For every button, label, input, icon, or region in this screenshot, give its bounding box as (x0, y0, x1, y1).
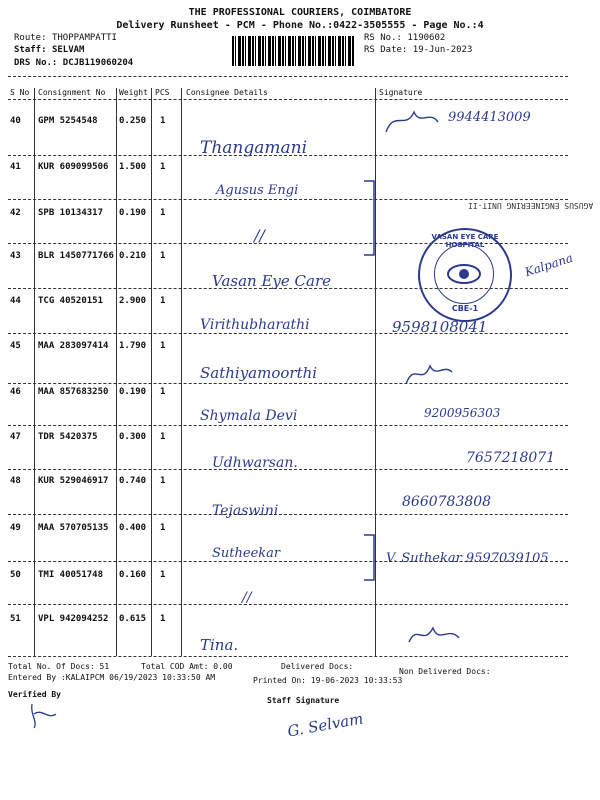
row-sno: 47 (10, 432, 21, 442)
rs-no-label: RS No.: (364, 33, 402, 43)
side-stamp-text: AGUSUS ENGINEERING UNIT-II (468, 201, 594, 210)
drs-line (14, 58, 133, 68)
row-weight: 0.615 (119, 614, 147, 624)
eye-icon (435, 245, 493, 303)
row-pcs: 1 (160, 251, 166, 261)
row-pcs: 1 (160, 162, 166, 172)
col-weight: Weight (119, 88, 148, 97)
row-divider (8, 469, 568, 470)
row-consignment: MAA 283097414 (38, 341, 109, 351)
row-pcs: 1 (160, 523, 166, 533)
table-bottom-divider (8, 656, 568, 657)
row-consignee: Vasan Eye Care (212, 272, 332, 290)
row-consignee: Sutheekar (212, 546, 281, 561)
rs-no-line (364, 33, 445, 43)
row-divider (8, 514, 568, 515)
row-pcs: 1 (160, 116, 166, 126)
row-weight: 0.160 (119, 570, 147, 580)
staff-line (14, 45, 84, 55)
row-sno: 40 (10, 116, 21, 126)
row-divider (8, 155, 568, 156)
row-weight: 0.400 (119, 523, 147, 533)
col-signature: Signature (379, 88, 423, 97)
staff-value: SELVAM (51, 45, 85, 55)
row-divider (8, 199, 568, 200)
page-subtitle: Delivery Runsheet - PCM - Phone No.:0422-3505555 - Page No.:4 (116, 20, 484, 31)
row-pcs: 1 (160, 570, 166, 580)
row-pcs: 1 (160, 387, 166, 397)
row-consignee: Agusus Engi (216, 183, 299, 198)
total-cod: Total COD Amt: 0.00 (141, 662, 233, 671)
rs-date-label: RS Date: (364, 45, 408, 55)
row-consignment: MAA 857683250 (38, 387, 109, 397)
col-line (34, 88, 35, 656)
row-weight: 1.500 (119, 162, 147, 172)
signature-scribble (405, 618, 465, 650)
non-delivered-docs: Non Delivered Docs: (399, 667, 491, 676)
drs-value: DCJB119060204 (62, 58, 134, 68)
stamp-eye-icon (434, 244, 494, 304)
route-value: THOPPAMPATTI (51, 33, 117, 43)
row-divider (8, 604, 568, 605)
verifier-signature (26, 700, 66, 730)
row-consignment: SPB 10134317 (38, 208, 104, 218)
col-sno: S No (10, 88, 30, 97)
row-weight: 0.740 (119, 476, 147, 486)
row-consignment: TMI 40051748 (38, 570, 104, 580)
row-weight: 0.300 (119, 432, 147, 442)
staff-signed-name: G. Selvam (286, 709, 365, 741)
row-weight: 1.790 (119, 341, 147, 351)
col-consignment: Consignment No (38, 88, 106, 97)
route-line (14, 33, 117, 43)
row-consignee: Udhwarsan. (212, 455, 298, 471)
row-consignee: // (254, 226, 265, 245)
row-pcs: 1 (160, 476, 166, 486)
row-divider (8, 333, 568, 334)
row-pcs: 1 (160, 614, 166, 624)
row-weight: 0.190 (119, 387, 147, 397)
row-weight: 0.190 (119, 208, 147, 218)
verified-by-label: Verified By (8, 690, 61, 699)
row-signature: 8660783808 (402, 494, 492, 510)
row-consignment: KUR 529046917 (38, 476, 109, 486)
staff-signature-label: Staff Signature (267, 696, 340, 705)
stamp-name: VASAN EYE CARE HOSPITAL (431, 233, 499, 249)
row-consignee: Virithubharathi (200, 317, 310, 333)
page-title: THE PROFESSIONAL COURIERS, COIMBATORE (188, 7, 412, 18)
row-sno: 50 (10, 570, 21, 580)
row-divider (8, 561, 568, 562)
row-weight: 2.900 (119, 296, 147, 306)
row-consignment: MAA 570705135 (38, 523, 109, 533)
row-consignee: Sathiyamoorthi (200, 364, 318, 382)
route-label: Route: (14, 33, 47, 43)
col-line (181, 88, 182, 656)
row-consignee: // (242, 590, 252, 606)
row-consignee: Shymala Devi (200, 408, 298, 424)
col-line (116, 88, 117, 656)
rs-no-value: 1190602 (407, 33, 446, 43)
row-pcs: 1 (160, 432, 166, 442)
row-consignment: BLR 1450771766 (38, 251, 114, 261)
drs-label: DRS No.: (14, 58, 58, 68)
col-consignee: Consignee Details (186, 88, 268, 97)
row-pcs: 1 (160, 208, 166, 218)
row-signature: Kalpana (523, 250, 575, 280)
rs-date-value: 19-Jun-2023 (412, 45, 473, 55)
row-signature: 7657218071 (466, 450, 556, 466)
row-weight: 0.250 (119, 116, 147, 126)
printed-on: Printed On: 19-06-2023 10:33:53 (253, 676, 403, 685)
signature-scribble (400, 354, 460, 394)
hand-brackets (360, 175, 384, 595)
total-docs: Total No. Of Docs: 51 (8, 662, 110, 671)
col-line (151, 88, 152, 656)
row-consignee: Tejaswini (212, 503, 279, 519)
row-consignment: TCG 40520151 (38, 296, 104, 306)
stamp-code: CBE-1 (451, 304, 479, 313)
delivered-docs: Delivered Docs: (281, 662, 354, 671)
row-sno: 43 (10, 251, 21, 261)
rs-date-line (364, 45, 472, 55)
row-weight: 0.210 (119, 251, 147, 261)
row-sno: 46 (10, 387, 21, 397)
hospital-stamp (418, 228, 512, 322)
row-sno: 48 (10, 476, 21, 486)
column-header-divider (8, 99, 568, 100)
row-sno: 49 (10, 523, 21, 533)
staff-label: Staff: (14, 45, 47, 55)
row-sno: 41 (10, 162, 21, 172)
row-divider (8, 425, 568, 426)
row-sno: 45 (10, 341, 21, 351)
row-consignee: Thangamani (200, 138, 308, 158)
row-consignment: GPM 5254548 (38, 116, 98, 126)
row-consignment: KUR 609099506 (38, 162, 109, 172)
row-signature: 9944413009 (448, 110, 531, 125)
row-sno: 51 (10, 614, 21, 624)
row-signature: V. Suthekar 9597039105 (386, 551, 549, 566)
entered-by: Entered By :KALAIPCM 06/19/2023 10:33:50 AM (8, 673, 216, 682)
row-signature: 9598108041 (392, 318, 488, 336)
row-divider (8, 383, 568, 384)
row-consignment: VPL 942094252 (38, 614, 109, 624)
row-sno: 42 (10, 208, 21, 218)
col-pcs: PCS (155, 88, 170, 97)
extra-handwriting: Tina. (200, 636, 239, 654)
row-consignment: TDR 5420375 (38, 432, 98, 442)
row-pcs: 1 (160, 341, 166, 351)
row-signature: 9200956303 (424, 406, 501, 420)
header-divider (8, 76, 568, 77)
row-sno: 44 (10, 296, 21, 306)
signature-scribble (380, 100, 460, 140)
row-pcs: 1 (160, 296, 166, 306)
barcode-image (232, 36, 354, 66)
